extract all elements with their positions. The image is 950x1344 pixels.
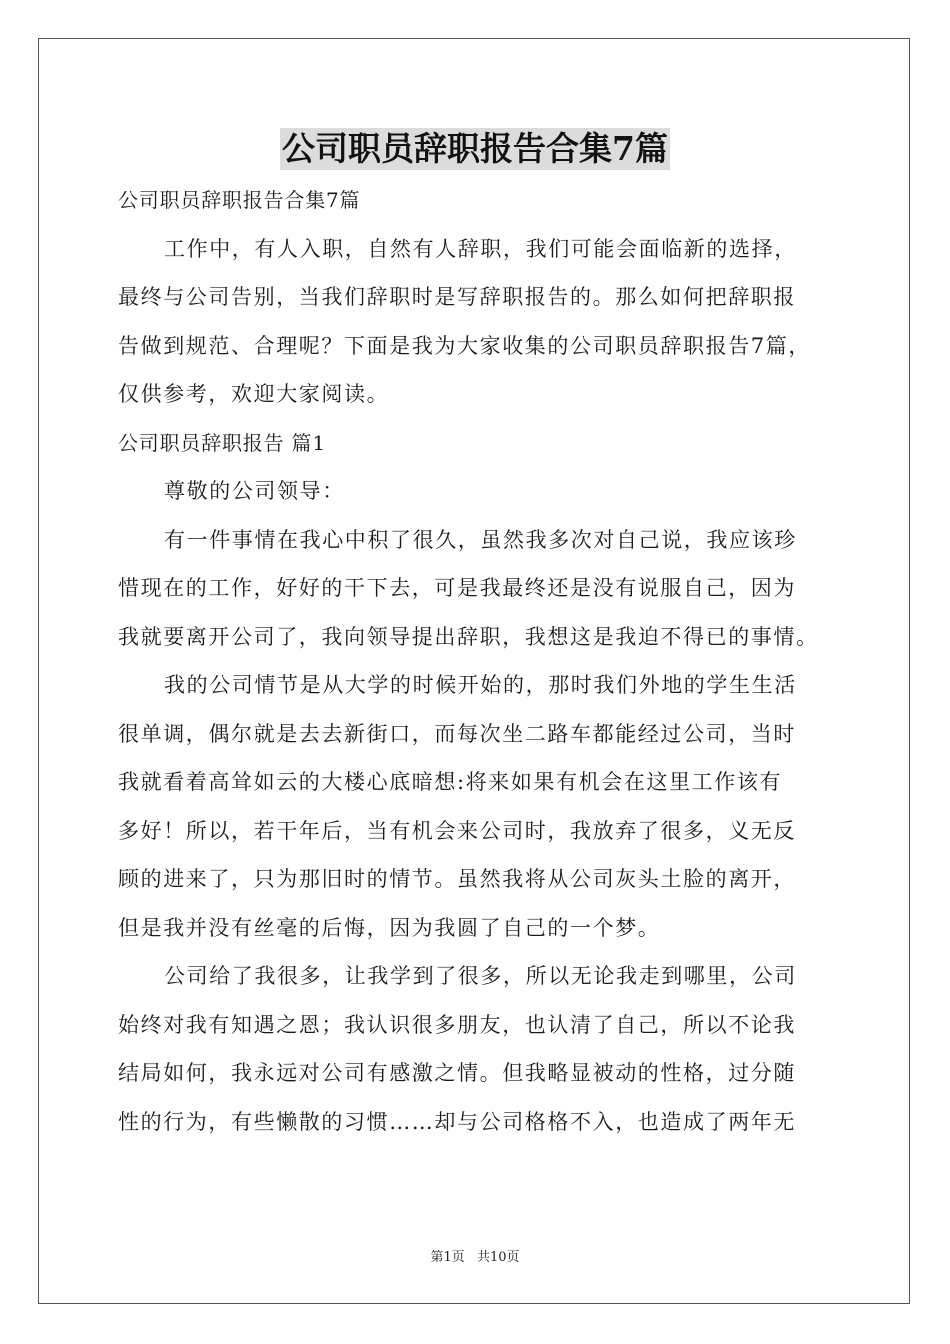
intro-paragraph: [118, 225, 838, 419]
page-number-total: 共10页: [476, 1250, 520, 1265]
title-container: [0, 128, 950, 170]
body-paragraph-3: [118, 952, 838, 1146]
body-paragraph-1: [118, 516, 838, 662]
paragraph-line: 我就看着高耸如云的大楼心底暗想:将来如果有机会在这里工作该有: [118, 770, 783, 794]
paragraph-line: 始终对我有知遇之恩；我认识很多朋友，也认清了自己，所以不论我: [118, 1012, 796, 1037]
page-footer: [0, 1246, 950, 1265]
paragraph-line: 工作中，有人入职，自然有人辞职，我们可能会面临新的选择，: [164, 236, 797, 261]
body-paragraph-2: [118, 661, 838, 952]
salutation: 尊敬的公司领导：: [164, 479, 345, 503]
paragraph-line: 顾的进来了，只为那旧时的情节。虽然我将从公司灰头土脸的离开，: [118, 867, 796, 891]
paragraph-line: 我就要离开公司了，我向领导提出辞职，我想这是我迫不得已的事情。: [118, 624, 819, 649]
paragraph-line: 多好！所以，若干年后，当有机会来公司时，我放弃了很多，义无反: [118, 818, 796, 843]
paragraph-line: 我的公司情节是从大学的时候开始的，那时我们外地的学生生活: [164, 673, 797, 697]
paragraph-line: 惜现在的工作，好好的干下去，可是我最终还是没有说服自己，因为: [118, 576, 796, 600]
document-title: 公司职员辞职报告合集7篇: [282, 129, 668, 168]
document-body: [118, 176, 838, 1146]
paragraph-line: 告做到规范、合理呢？下面是我为大家收集的公司职员辞职报告7篇，: [118, 333, 811, 358]
paragraph-line: 但是我并没有丝毫的后悔，因为我圆了自己的一个梦。: [118, 915, 661, 940]
section-heading: 公司职员辞职报告 篇1: [118, 430, 326, 455]
paragraph-line: 性的行为，有些懒散的习惯……却与公司格格不入，也造成了两年无: [118, 1109, 796, 1134]
paragraph-line: 最终与公司告别，当我们辞职时是写辞职报告的。那么如何把辞职报: [118, 285, 796, 309]
paragraph-line: 结局如何，我永远对公司有感激之情。但我略显被动的性格，过分随: [118, 1061, 796, 1085]
paragraph-line: 很单调，偶尔就是去去新街口，而每次坐二路车都能经过公司，当时: [118, 721, 796, 746]
document-subtitle: 公司职员辞职报告合集7篇: [118, 188, 361, 212]
page-number-current: 第1页: [430, 1250, 465, 1265]
paragraph-line: 公司给了我很多，让我学到了很多，所以无论我走到哪里，公司: [164, 964, 797, 988]
paragraph-line: 仅供参考，欢迎大家阅读。: [118, 382, 390, 406]
paragraph-line: 有一件事情在我心中积了很久，虽然我多次对自己说，我应该珍: [164, 527, 797, 552]
